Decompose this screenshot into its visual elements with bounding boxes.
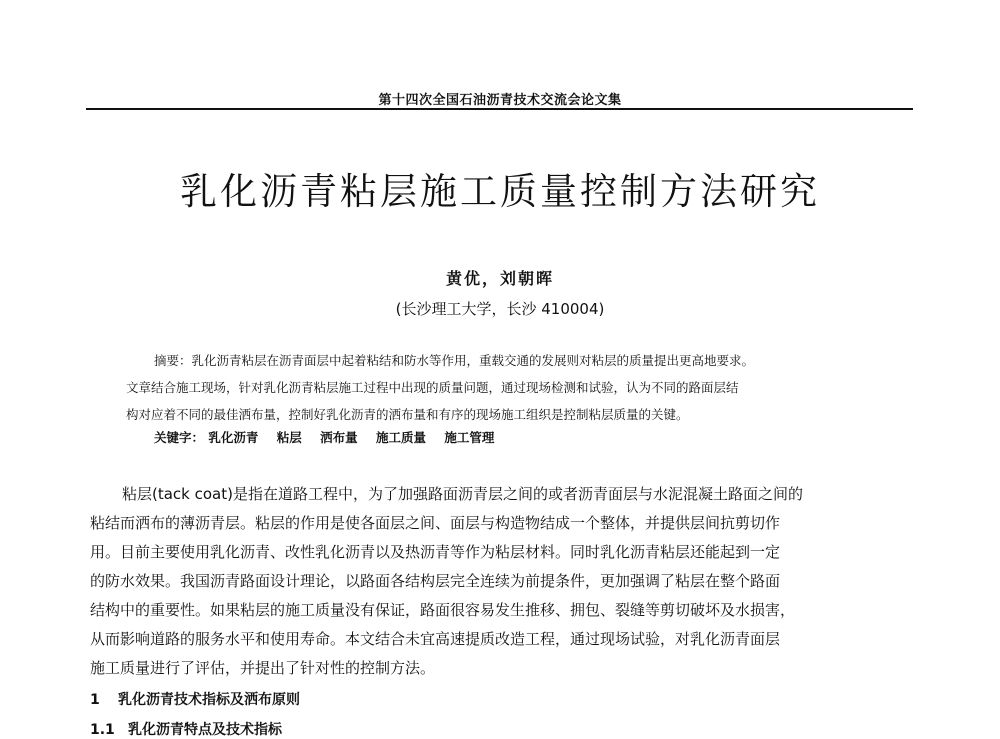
keywords: [154, 428, 874, 446]
keyword: 乳化沥青: [208, 430, 259, 445]
body-line: 用。目前主要使用乳化沥青、改性乳化沥青以及热沥青等作为粘层材料。同时乳化沥青粘层还能起到一定: [90, 543, 781, 561]
keyword: 施工质量: [376, 430, 427, 445]
running-header: 第十四次全国石油沥青技术交流会论文集: [378, 93, 622, 108]
body-line: 从而影响道路的服务水平和使用寿命。本文结合未宜高速提质改造工程，通过现场试验，对乳化沥青面层: [90, 630, 781, 648]
body-line: 结构中的重要性。如果粘层的施工质量没有保证，路面很容易发生推移、拥包、裂缝等剪切破坏及水损害，: [90, 601, 796, 619]
affiliation: (长沙理工大学，长沙 410004): [395, 300, 605, 318]
keywords-label: 关键字：: [154, 430, 205, 445]
header-rule: [86, 108, 913, 110]
paper-title: 乳化沥青粘层施工质量控制方法研究: [180, 170, 820, 213]
body-line: 施工质量进行了评估，并提出了针对性的控制方法。: [90, 659, 436, 677]
section-heading: [90, 689, 300, 709]
keyword: 施工管理: [444, 430, 495, 445]
section-title: 乳化沥青特点及技术指标: [128, 722, 282, 738]
section-number: 1.1: [90, 722, 115, 738]
body-text: [90, 480, 908, 683]
keyword: 粘层: [276, 430, 302, 445]
body-line: 粘层(tack coat)是指在道路工程中，为了加强路面沥青层之间的或者沥青面层与水泥混凝土路面之间的: [122, 485, 803, 503]
abstract-line: 文章结合施工现场，针对乳化沥青粘层施工过程中出现的质量问题，通过现场检测和试验，认为不同的路面层结: [126, 380, 739, 395]
authors: 黄优，刘朝晖: [445, 269, 554, 288]
keyword: 洒布量: [320, 430, 358, 445]
section-number: 1: [90, 692, 100, 708]
body-line: 粘结而洒布的薄沥青层。粘层的作用是使各面层之间、面层与构造物结成一个整体，并提供层间抗剪切作: [90, 514, 781, 532]
body-line: 的防水效果。我国沥青路面设计理论，以路面各结构层完全连续为前提条件，更加强调了粘层在整个路面: [90, 572, 781, 590]
section-title: 乳化沥青技术指标及洒布原则: [118, 692, 300, 708]
abstract-line: 构对应着不同的最佳洒布量，控制好乳化沥青的洒布量和有序的现场施工组织是控制粘层质量的关键。: [126, 407, 689, 422]
abstract: [126, 347, 874, 428]
abstract-line: 摘要：乳化沥青粘层在沥青面层中起着粘结和防水等作用，重载交通的发展则对粘层的质量提出更高地要求。: [154, 353, 755, 368]
subsection-heading: [90, 719, 282, 739]
